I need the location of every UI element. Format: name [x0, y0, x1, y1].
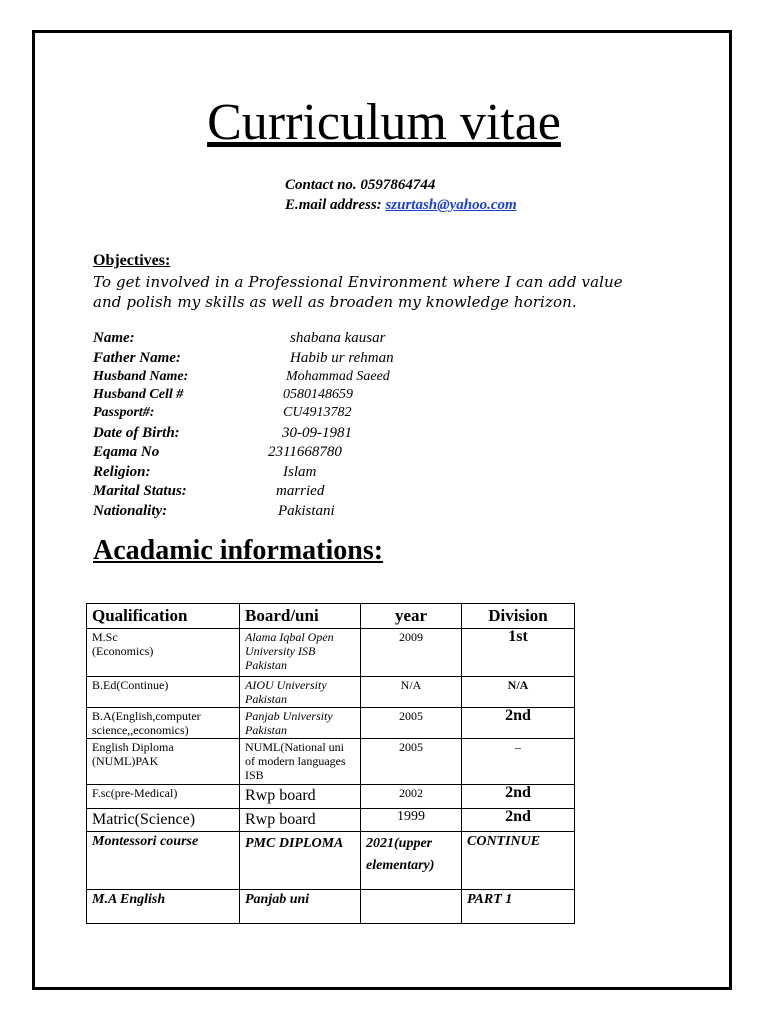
academic-table — [86, 603, 575, 924]
cell-division: 2nd — [462, 708, 575, 739]
info-label: Marital Status: — [93, 483, 187, 499]
info-row-name — [93, 328, 386, 348]
cell-division: – — [462, 739, 575, 785]
info-row-dob — [93, 423, 352, 443]
cell-board: PMC DIPLOMA — [240, 832, 361, 890]
info-value: 0580148659 — [283, 387, 353, 402]
cell-division: 2nd — [462, 785, 575, 809]
cell-board: Alama Iqbal Open University ISB Pakistan — [240, 629, 361, 677]
cell-qualification: M.A English — [87, 890, 240, 924]
info-label: Father Name: — [93, 350, 181, 366]
info-row-eqama — [93, 442, 342, 462]
table-row — [87, 677, 575, 708]
email-link[interactable]: szurtash@yahoo.com — [385, 197, 517, 213]
info-value: Islam — [283, 464, 317, 480]
table-row — [87, 832, 575, 890]
column-header: year — [361, 604, 462, 629]
info-row-husband — [93, 367, 390, 387]
cell-qualification: F.sc(pre-Medical) — [87, 785, 240, 809]
cell-division: 1st — [462, 629, 575, 677]
info-value: shabana kausar — [290, 330, 386, 346]
cell-board: Panjab University Pakistan — [240, 708, 361, 739]
cell-board: Rwp board — [240, 809, 361, 832]
cell-division: 2nd — [462, 809, 575, 832]
info-row-father — [93, 348, 394, 368]
cell-board: Rwp board — [240, 785, 361, 809]
info-label: Name: — [93, 330, 135, 346]
cell-qualification: M.Sc (Economics) — [87, 629, 240, 677]
contact-number: Contact no. 0597864744 — [285, 177, 436, 193]
cell-year: 2021(upper elementary) — [361, 832, 462, 890]
academic-heading: Acadamic informations: — [93, 535, 384, 566]
info-row-marital — [93, 481, 325, 501]
cell-year: 2009 — [361, 629, 462, 677]
cell-board: NUML(National uni of modern languages ISB — [240, 739, 361, 785]
info-row-nationality — [93, 501, 335, 521]
table-header-row — [87, 604, 575, 629]
info-value: 2311668780 — [268, 444, 342, 460]
cell-year: N/A — [361, 677, 462, 708]
table-row — [87, 629, 575, 677]
cell-qualification: B.A(English,computer science,,economics) — [87, 708, 240, 739]
info-row-passport — [93, 403, 352, 423]
info-value: CU4913782 — [283, 405, 352, 420]
cell-year: 2005 — [361, 708, 462, 739]
info-value: married — [276, 483, 325, 499]
table-row — [87, 739, 575, 785]
info-value: Habib ur rehman — [290, 350, 394, 366]
cell-division: CONTINUE — [462, 832, 575, 890]
cell-qualification: English Diploma (NUML)PAK — [87, 739, 240, 785]
cell-year: 2002 — [361, 785, 462, 809]
info-value: Pakistani — [278, 503, 335, 519]
cell-year: 1999 — [361, 809, 462, 832]
cell-qualification: Montessori course — [87, 832, 240, 890]
page-title: Curriculum vitae — [207, 94, 561, 151]
cell-board: AIOU University Pakistan — [240, 677, 361, 708]
table-row — [87, 809, 575, 832]
column-header: Qualification — [87, 604, 240, 629]
info-value: 30-09-1981 — [282, 425, 352, 441]
info-row-husband-cell — [93, 385, 353, 405]
cell-division: N/A — [462, 677, 575, 708]
table-row — [87, 890, 575, 924]
contact-block — [285, 175, 517, 215]
cell-year — [361, 890, 462, 924]
cell-year: 2005 — [361, 739, 462, 785]
table-row — [87, 785, 575, 809]
cell-division: PART 1 — [462, 890, 575, 924]
objectives-heading: Objectives: — [93, 252, 171, 269]
table-row — [87, 708, 575, 739]
info-label: Husband Name: — [93, 369, 189, 384]
objectives-text: To get involved in a Professional Environment where I can add value and polish my skills as well as broaden my knowledge horizon. — [93, 273, 623, 311]
info-value: Mohammad Saeed — [286, 369, 390, 384]
cell-board: Panjab uni — [240, 890, 361, 924]
email-label: E.mail address: — [285, 197, 382, 213]
info-label: Nationality: — [93, 503, 168, 519]
cell-qualification: Matric(Science) — [87, 809, 240, 832]
info-label: Husband Cell # — [93, 387, 184, 402]
info-label: Date of Birth: — [93, 425, 180, 441]
column-header: Board/uni — [240, 604, 361, 629]
email-row — [285, 195, 517, 215]
info-label: Eqama No — [93, 444, 160, 460]
info-label: Passport#: — [93, 405, 155, 420]
info-row-religion — [93, 462, 317, 482]
info-label: Religion: — [93, 464, 151, 480]
column-header: Division — [462, 604, 575, 629]
cell-qualification: B.Ed(Continue) — [87, 677, 240, 708]
